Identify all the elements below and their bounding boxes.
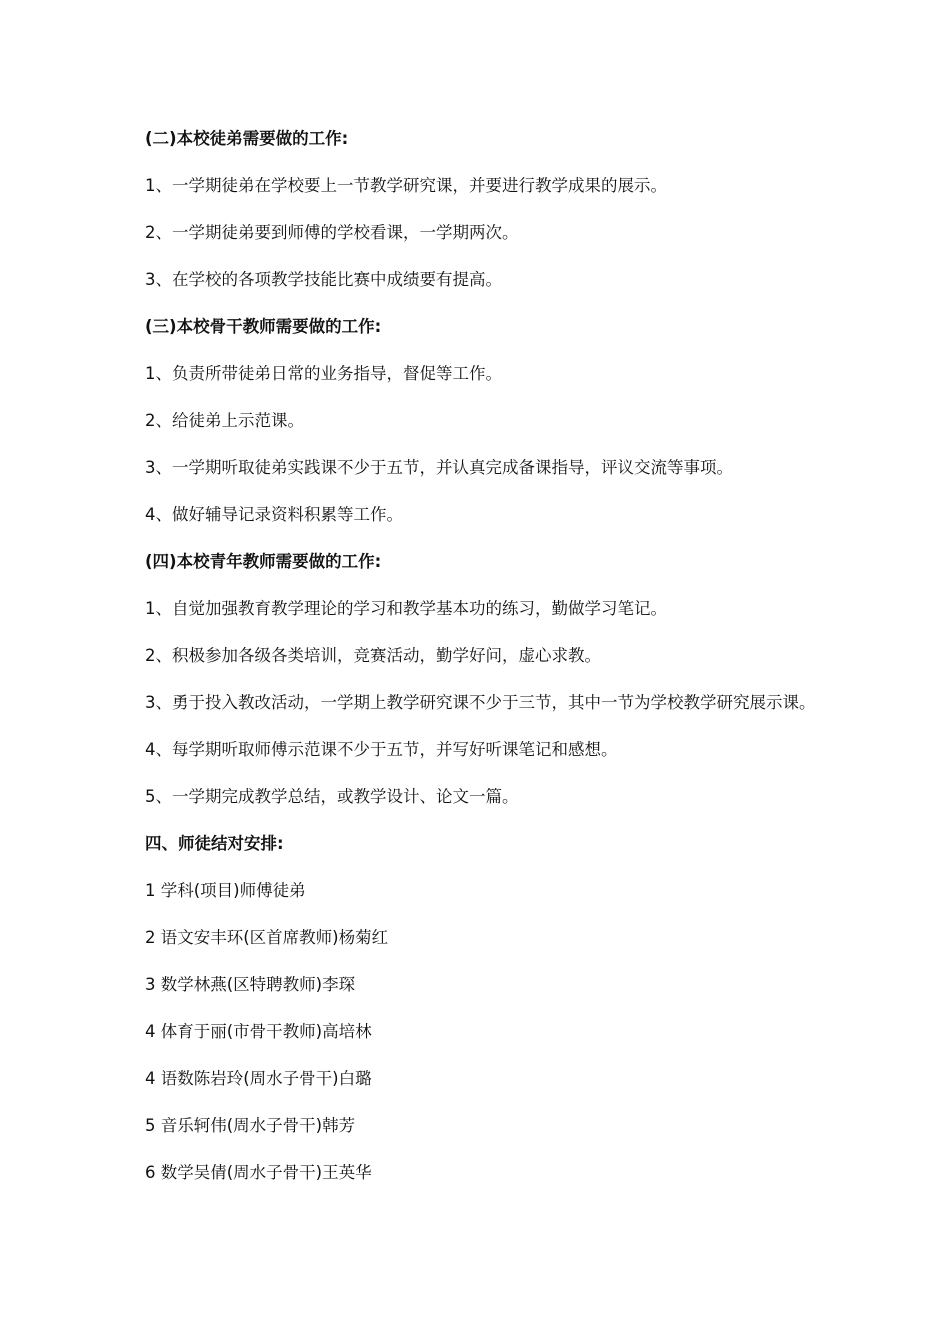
pairing-row-3: 3 数学林燕(区特聘教师)李琛 [145, 975, 356, 994]
pairing-row-1: 1 学科(项目)师傅徒弟 [145, 881, 306, 900]
young-teacher-item-3: 3、勇于投入教改活动，一学期上教学研究课不少于三节，其中一节为学校教学研究展示课。 [145, 693, 816, 712]
backbone-item-4: 4、做好辅导记录资料积累等工作。 [145, 505, 403, 524]
young-teacher-item-5: 5、一学期完成教学总结，或教学设计、论文一篇。 [145, 787, 519, 806]
section-heading-backbone-teacher: (三)本校骨干教师需要做的工作: [145, 317, 382, 336]
young-teacher-item-4: 4、每学期听取师傅示范课不少于五节，并写好听课笔记和感想。 [145, 740, 618, 759]
pairing-row-5: 4 语数陈岩玲(周水子骨干)白璐 [145, 1069, 372, 1088]
section-heading-apprentice: (二)本校徒弟需要做的工作: [145, 129, 349, 148]
young-teacher-item-2: 2、积极参加各级各类培训，竞赛活动，勤学好问，虚心求教。 [145, 646, 601, 665]
pairing-row-4: 4 体育于丽(市骨干教师)高培林 [145, 1022, 372, 1041]
section-heading-pairing: 四、师徒结对安排: [145, 834, 284, 853]
pairing-row-2: 2 语文安丰环(区首席教师)杨菊红 [145, 928, 389, 947]
section-heading-young-teacher: (四)本校青年教师需要做的工作: [145, 552, 382, 571]
young-teacher-item-1: 1、自觉加强教育教学理论的学习和教学基本功的练习，勤做学习笔记。 [145, 599, 667, 618]
pairing-row-7: 6 数学吴倩(周水子骨干)王英华 [145, 1163, 372, 1182]
backbone-item-2: 2、给徒弟上示范课。 [145, 411, 304, 430]
pairing-row-6: 5 音乐轲伟(周水子骨干)韩芳 [145, 1116, 356, 1135]
apprentice-item-3: 3、在学校的各项教学技能比赛中成绩要有提高。 [145, 270, 502, 289]
backbone-item-1: 1、负责所带徒弟日常的业务指导，督促等工作。 [145, 364, 502, 383]
apprentice-item-1: 1、一学期徒弟在学校要上一节教学研究课，并要进行教学成果的展示。 [145, 176, 667, 195]
document-content [145, 127, 825, 1208]
backbone-item-3: 3、一学期听取徒弟实践课不少于五节，并认真完成备课指导，评议交流等事项。 [145, 458, 733, 477]
apprentice-item-2: 2、一学期徒弟要到师傅的学校看课，一学期两次。 [145, 223, 519, 242]
